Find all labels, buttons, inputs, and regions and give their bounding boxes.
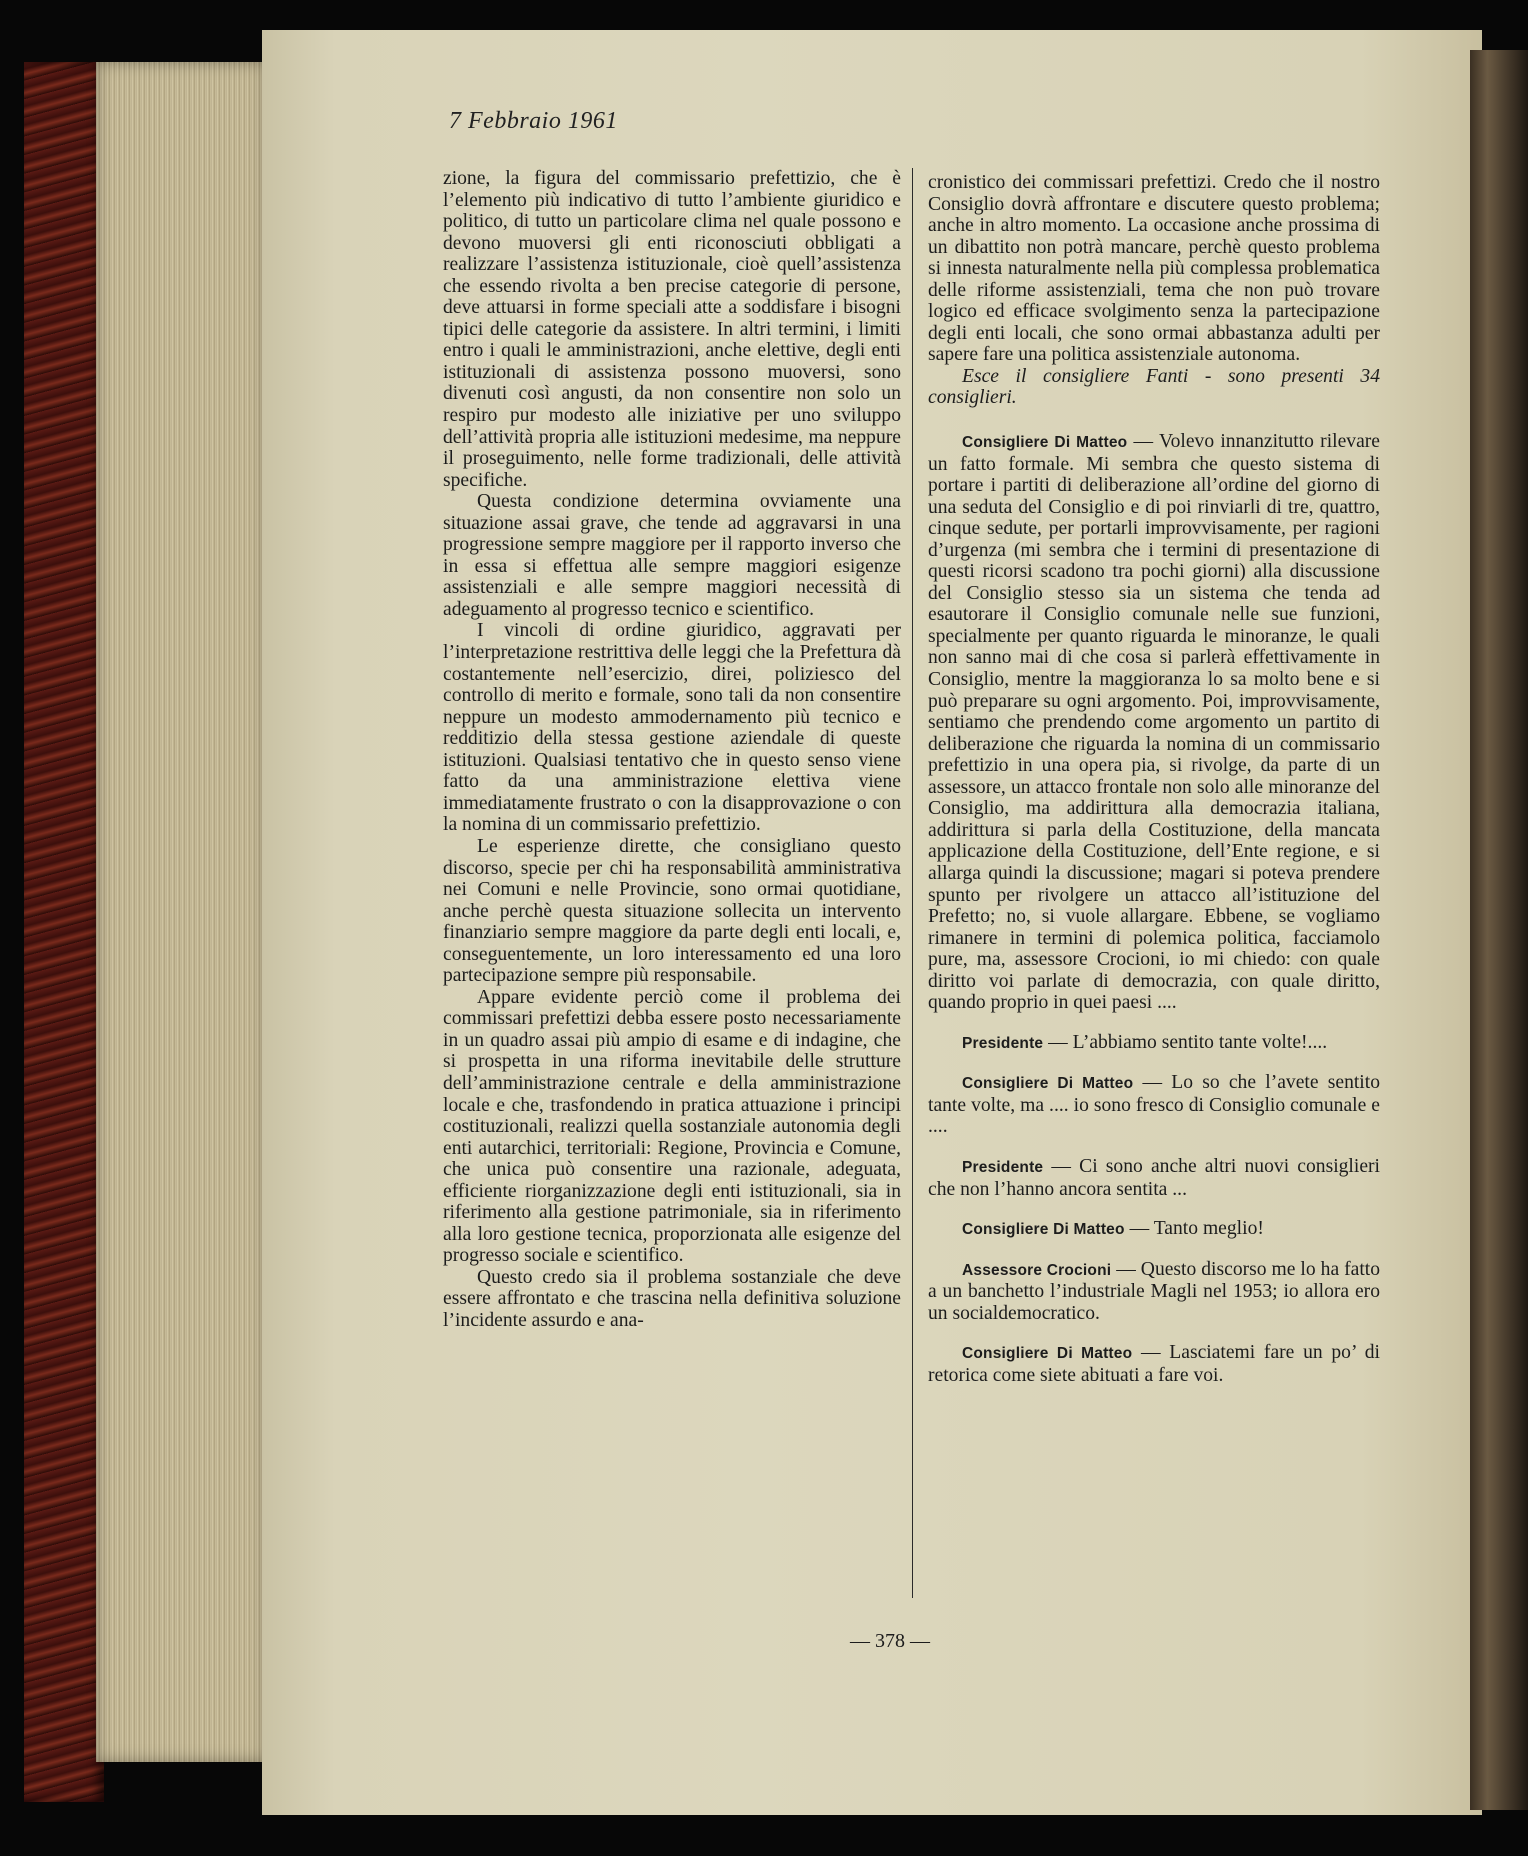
speech-entry xyxy=(928,1032,1380,1055)
speaker-name: Assessore Crocioni xyxy=(962,1261,1112,1279)
speaker-name: Consigliere Di Matteo xyxy=(962,434,1128,452)
speaker-name: Consigliere Di Matteo xyxy=(962,1075,1134,1093)
speech-text: — L’abbiamo sentito tante volte!.... xyxy=(1043,1031,1328,1053)
speech-entry xyxy=(928,1218,1380,1241)
marbled-book-cover xyxy=(24,62,104,1802)
paragraph: I vincoli di ordine giuridico, aggravati per l’interpretazione restrittiva delle leggi che la Prefettura dà costantemente nell’esercizio, direi, poliziesco del controllo di merito e formale, sono tali da non consentire neppure un modesto ammodernamento più tecnico e redditizio della stessa gestione aziendale di queste istituzioni. Qualsiasi tentativo che in questo senso viene fatto da una amministrazione elettiva viene immediatamente frustrato o con la disapprovazione o con la nomina di un commissario prefettizio. xyxy=(443,620,901,836)
speech-entry xyxy=(928,1072,1380,1138)
right-column xyxy=(928,172,1380,1386)
paragraph: cronistico dei commissari prefettizi. Credo che il nostro Consiglio dovrà affrontare e discutere questo problema; anche in altro momento. La occasione anche prossima di un dibattito non potrà mancare, perchè questo problema si innesta naturalmente nella più complessa problematica delle riforme assistenziali, tema che non può trovare logico ed efficace svolgimento senza la partecipazione degli enti locali, che sono ormai abbastanza adulti per sapere fare una politica assistenziale autonoma. xyxy=(928,172,1380,366)
left-column xyxy=(443,168,901,1332)
speaker-name: Consigliere Di Matteo xyxy=(962,1345,1133,1363)
speech-text: — Volevo innanzitutto rilevare un fatto formale. Mi sembra che questo sistema di portare i partiti di deliberazione all’ordine del giorno di una seduta del Consiglio e di poi rinviarli di tre, quattro, cinque sedute, per portarli improvvisamente, per ragioni d’urgenza (mi sembra che i termini di presentazione di questi ricorsi scadono tra pochi giorni) alla discussione del Consiglio stesso sia un sistema che tenda ad esautorare il Consiglio comunale nelle sue funzioni, specialmente per quanto riguarda le minoranze, le quali non sanno mai di che cosa si parlerà effettivamente in Consiglio, mentre la maggioranza lo sa molto bene e si può preparare su ogni argomento. Poi, improvvisamente, sentiamo che prendendo come argomento un partito di deliberazione che riguarda la nomina di un commissario prefettizio in una opera pia, si rivolge, da parte di un assessore, un attacco frontale non solo alle minoranze del Consiglio, ma addirittura alla democrazia italiana, addirittura si parla della Costituzione, della mancata applicazione della Costituzione, dell’Ente regione, e si allarga quindi la discussione; magari si poteva prendere spunto per rivolgere un attacco all’istituzione del Prefetto; no, si vuole allargare. Ebbene, se vogliamo rimanere in termini di polemica politica, facciamolo pure, ma, assessore Crocioni, io mi chiedo: con quale diritto voi parlate di democrazia, con quale diritto, quando proprio in quei paesi .... xyxy=(928,431,1380,1014)
paragraph: zione, la figura del commissario prefettizio, che è l’elemento più indicativo di tutto l’ambiente giuridico e politico, di tutto un particolare clima nel quale possono e devono muoversi gli enti riconosciuti obbligati a realizzare l’assistenza istituzionale, cioè quell’assistenza che essendo rivolta a ben precise categorie di persone, deve attuarsi in forme speciali atte a soddisfare i bisogni tipici delle categorie da assistere. In altri termini, i limiti entro i quali le amministrazioni, anche elettive, degli enti istituzionali di assistenza possono muoversi, sono divenuti così angusti, da non consentire non solo un respiro pur modesto alle iniziative per uno sviluppo dell’attività propria alle istituzioni medesime, ma neppure il proseguimento, nelle forme tradizionali, delle attività specifiche. xyxy=(443,168,901,491)
speech-entry xyxy=(928,1156,1380,1200)
speech-text: — Questo discorso me lo ha fatto a un banchetto l’industriale Magli nel 1953; io allora ero un socialdemocratico. xyxy=(928,1258,1381,1324)
speaker-name: Presidente xyxy=(962,1158,1044,1176)
facing-page-edge xyxy=(1470,50,1528,1810)
page-number: — 378 — xyxy=(850,1630,930,1652)
column-divider xyxy=(912,168,913,1598)
running-header-date: 7 Febbraio 1961 xyxy=(449,108,618,134)
speech-text: — Lo so che l’avete sentito tante volte, ma .... io sono fresco di Consiglio comunale e .... xyxy=(928,1072,1380,1138)
paragraph: Appare evidente perciò come il problema dei commissari prefettizi debba essere posto necessariamente in un quadro assai più ampio di esame e di indagine, che si prospetta in una riforma inevitabile delle strutture dell’amministrazione centrale e della amministrazione locale e che, trasfondendo in pratica attuazione i principi costituzionali, realizzi quella sostanziale autonomia degli enti autarchici, territoriali: Regione, Provincia e Comune, che unica può consentire una razionale, adeguata, efficiente riorganizzazione degli enti istituzionali, sia in riferimento alla gestione patrimoniale, sia in riferimento alla loro gestione tecnica, proporzionata alle esigenze del progresso sociale e scientifico. xyxy=(443,986,901,1267)
speech-entry xyxy=(928,1259,1380,1325)
paragraph: Questo credo sia il problema sostanziale che deve essere affrontato e che trascina nella definitiva soluzione l’incidente assurdo e ana- xyxy=(443,1266,901,1331)
procedural-note: Esce il consigliere Fanti - sono presenti 34 consiglieri. xyxy=(928,365,1380,409)
speaker-name: Consigliere Di Matteo xyxy=(962,1221,1125,1239)
speech-entry xyxy=(928,1342,1380,1386)
speech-text: — Lasciatemi fare un po’ di retorica come siete abituati a fare voi. xyxy=(928,1342,1380,1386)
paragraph: Questa condizione determina ovviamente una situazione assai grave, che tende ad aggravarsi in una progressione sempre maggiore per il rapporto inverso che in essa si effettua alle sempre maggiori esigenze assistenziali e alle sempre maggiori necessità di adeguamento al progresso tecnico e scientifico. xyxy=(443,491,901,620)
book-page-edges xyxy=(96,62,266,1762)
speaker-name: Presidente xyxy=(962,1034,1044,1052)
speech-entry xyxy=(928,431,1380,1014)
speech-text: — Ci sono anche altri nuovi consiglieri che non l’hanno ancora sentita ... xyxy=(928,1155,1380,1200)
speech-text: — Tanto meglio! xyxy=(1124,1218,1264,1240)
paragraph: Le esperienze dirette, che consigliano questo discorso, specie per chi ha responsabilità amministrativa nei Comuni e nelle Provincie, sono ormai quotidiane, anche perchè questa situazione sollecita un intervento finanziario sempre maggiore da parte degli enti locali, e, conseguentemente, un loro interessamento ed una loro partecipazione sempre più responsabile. xyxy=(443,835,901,987)
